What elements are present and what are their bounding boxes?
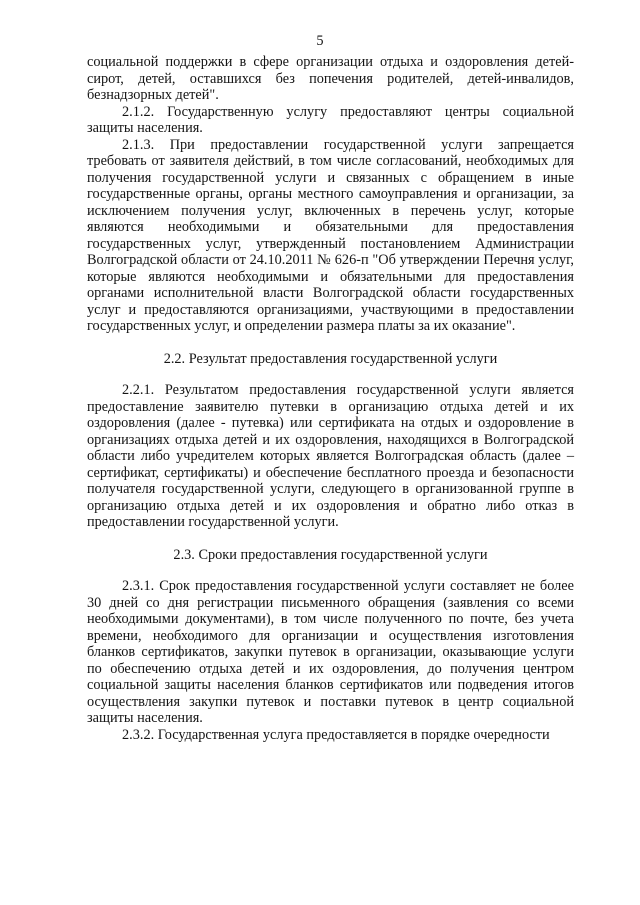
paragraph-2-3-2: 2.3.2. Государственная услуга предоставляется в порядке очередности xyxy=(122,726,550,743)
page-number: 5 xyxy=(316,33,324,49)
paragraph-2-3-1: 2.3.1. Срок предоставления государственной услуги составляет не более 30 дней со дня регистрации письменного обращения (заявления со всеми необходимыми документами), в том числе полученного по почте, без учета времени, необходимого для организации и осуществления изготовления бланков сертификатов, закупки путевок в организации, оказывающие услуги по обеспечению отдыха детей и их оздоровления, до получения центром социальной защиты населения бланков сертификатов или подведения итогов осуществления закупки путевок и поставки путевок в центр социальной защиты населения. xyxy=(87,578,574,726)
document-body xyxy=(87,54,574,743)
paragraph-2-1-3: 2.1.3. При предоставлении государственной услуги запрещается требовать от заявителя действий, в том числе согласований, необходимых для получения государственной услуги и связанных с обращением в иные государственные органы, органы местного самоуправления и организации, за исключением получения услуг, включенных в перечень услуг, которые являются необходимыми и обязательными для предоставления государственных услуг, утвержденный постановлением Администрации Волгоградской области от 24.10.2011 № 626-п "Об утверждении Перечня услуг, которые являются необходимыми и обязательными для предоставления органами исполнительной власти Волгоградской области государственных услуг и предоставляются организациями, участвующими в предоставлении государственных услуг, и определении размера платы за их оказание". xyxy=(87,136,574,334)
section-heading-2-2: 2.2. Результат предоставления государственной услуги xyxy=(163,350,498,367)
paragraph-2-2-1: 2.2.1. Результатом предоставления государственной услуги является предоставление заявителю путевки в организацию отдыха детей и их оздоровления (далее - путевка) или сертификата на отдых и оздоровление в организациях отдыха детей и их оздоровления, находящихся в Волгоградской области либо учредителем которых является Волгоградская область (далее – сертификат, сертификаты) и обеспечение бесплатного проезда и безопасности получателя государственной услуги, следующего в организованной группе в организацию отдыха детей и их оздоровления и обратно либо отказ в предоставлении государственной услуги. xyxy=(87,382,574,530)
paragraph-social-support-end: социальной поддержки в сфере организации отдыха и оздоровления детей-сирот, детей, оставшихся без попечения родителей, детей-инвалидов, безнадзорных детей". xyxy=(87,54,574,103)
paragraph-2-1-2: 2.1.2. Государственную услугу предоставляют центры социальной защиты населения. xyxy=(87,103,574,136)
section-heading-2-3: 2.3. Сроки предоставления государственной услуги xyxy=(173,546,488,563)
